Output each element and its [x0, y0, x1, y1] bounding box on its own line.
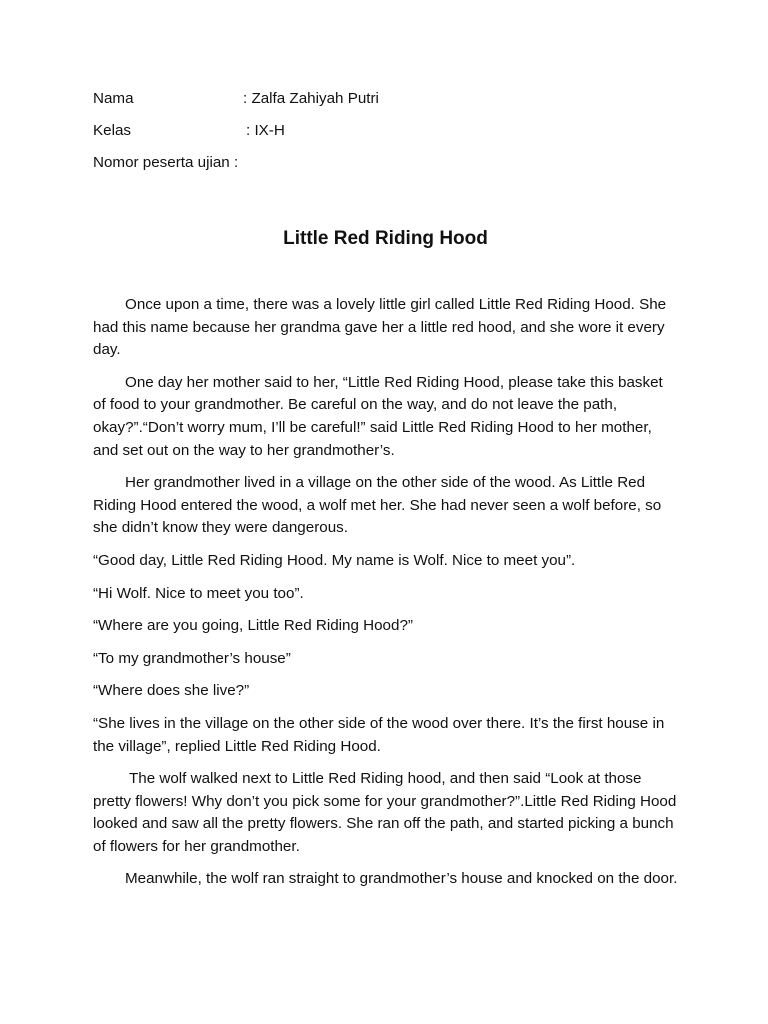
- document-page: [93, 88, 678, 901]
- nama-label: Nama: [93, 90, 134, 107]
- nama-separator: :: [243, 90, 252, 107]
- dialogue-line: “To my grandmother’s house”: [93, 649, 291, 667]
- dialogue-line: “Good day, Little Red Riding Hood. My name is Wolf. Nice to meet you”.: [93, 551, 576, 569]
- nomor-row: [93, 152, 678, 184]
- story-paragraph: Once upon a time, there was a lovely little girl called Little Red Riding Hood. She had this name because her grandma gave her a little red hood, and she wore it every day.: [93, 296, 667, 359]
- story-title: Little Red Riding Hood: [283, 228, 488, 249]
- story-paragraph: One day her mother said to her, “Little Red Riding Hood, please take this basket of food to your grandmother. Be careful on the way, and do not leave the path, okay?”.“Don’t worry mum, I’ll be careful!” said Little Red Riding Hood to her mother, and set out on the way to her grandmother’s.: [93, 373, 663, 459]
- dialogue-line: “Where are you going, Little Red Riding Hood?”: [93, 617, 413, 635]
- dialogue-line: “She lives in the village on the other side of the wood over there. It’s the first house in the village”, replied Little Red Riding Hood.: [93, 714, 665, 755]
- story-body: [93, 294, 678, 891]
- dialogue-line: “Where does she live?”: [93, 682, 250, 700]
- dialogue-line: “Hi Wolf. Nice to meet you too”.: [93, 584, 304, 602]
- kelas-separator: :: [246, 122, 255, 139]
- story-paragraph: Meanwhile, the wolf ran straight to grandmother’s house and knocked on the door.: [125, 870, 678, 888]
- nama-value: Zalfa Zahiyah Putri: [251, 90, 379, 107]
- story-paragraph: The wolf walked next to Little Red Riding hood, and then said “Look at those pretty flowers! Why don’t you pick some for your grandmother?”.Little Red Riding Hood looked and saw all the pretty flowers. She ran off the path, and started picking a bunch of flowers for her grandmother.: [93, 770, 677, 855]
- nama-row: [93, 88, 678, 120]
- story-paragraph: Her grandmother lived in a village on the other side of the wood. As Little Red Riding Hood entered the wood, a wolf met her. She had never seen a wolf before, so she didn’t know they were dangerous.: [93, 474, 662, 537]
- kelas-value: IX-H: [254, 122, 285, 139]
- kelas-label: Kelas: [93, 122, 131, 139]
- nomor-label: Nomor peserta ujian :: [93, 154, 239, 171]
- kelas-row: [93, 120, 678, 152]
